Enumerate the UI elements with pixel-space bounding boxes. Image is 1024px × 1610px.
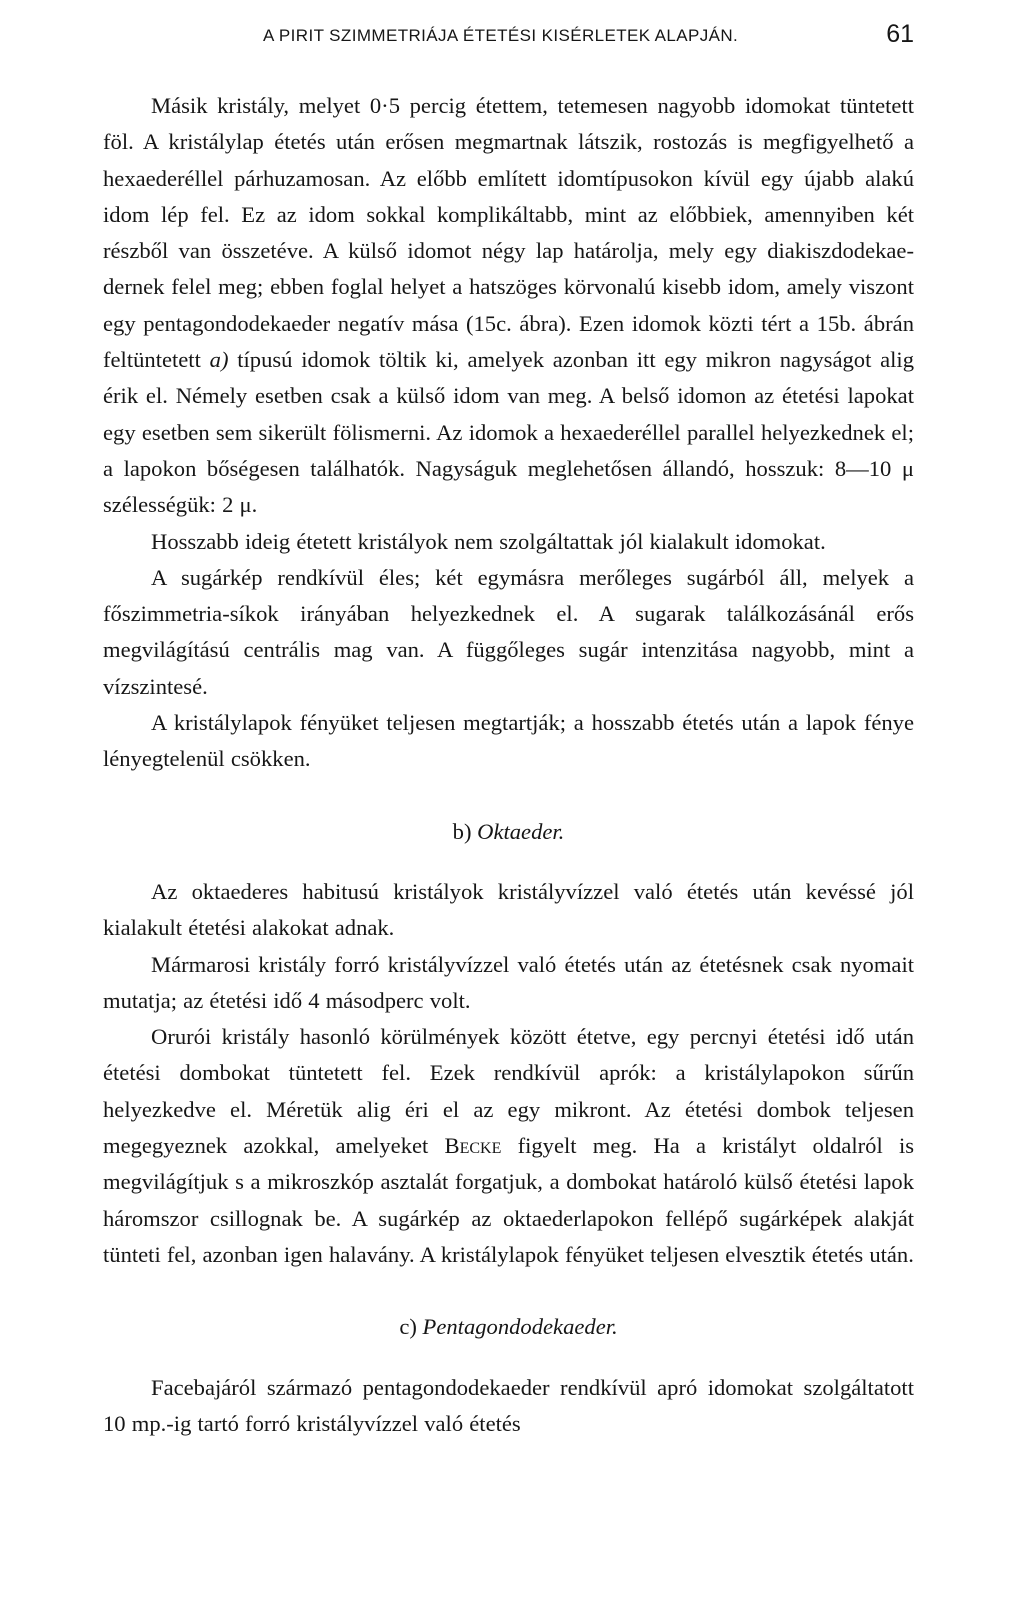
paragraph [103, 88, 914, 524]
italic-marker: a) [209, 347, 229, 373]
book-page [103, 16, 914, 1442]
section-label: c) [399, 1314, 417, 1340]
body-text [103, 88, 914, 1442]
paragraph-text: típusú idomok töltik ki, amelyek azonban itt egy mikron nagyságot alig érik el. Némely esetben csak a külső idom van meg. A belső idomon az étetési lapokat egy esetben sem sikerült fölismerni. Az idomok a hexaederéllel parallel helyezkednek el; a lapokon bőségesen találhatók. Nagyságuk meglehetősen állandó, hosszuk: 8—10 μ szélességük: 2 μ. [103, 347, 915, 518]
person-name: Becke [444, 1133, 502, 1159]
paragraph: Facebajáról származó pentagondodekaeder rendkívül apró idomokat szolgáltatott 10 mp.-ig tartó forró kristályvízzel való étetés [103, 1374, 914, 1436]
page-number: 61 [886, 20, 914, 48]
section-title: Pentagondodekaeder. [422, 1314, 618, 1340]
section-label: b) [452, 818, 472, 844]
section-title: Oktaeder. [477, 818, 565, 844]
paragraph: A sugárkép rendkívül éles; két egymásra merőleges sugárból áll, melyek a főszimmetria-síkok irányában helyezkednek el. A sugarak találkozásánál erős megvilágítású centrális mag van. A függőleges sugár intenzitása nagyobb, mint a vízszintesé. [103, 564, 914, 699]
paragraph [103, 1019, 914, 1273]
paragraph-text: Orurói kristály hasonló körülmények között étetve, egy percnyi étetési idő után étetési dombokat tüntetett fel. Ezek rendkívül aprók: a kristálylapokon sűrűn helyezkedve el. Méretük alig éri el az egy mikront. Az étetési dombok teljesen megegyeznek azokkal, amelyeket [103, 1024, 914, 1159]
section-heading-oktaeder [103, 814, 914, 850]
paragraph: Mármarosi kristály forró kristályvízzel való étetés után az étetésnek csak nyomait mutatja; az étetési idő 4 másodperc volt. [103, 951, 914, 1013]
paragraph-text: figyelt meg. Ha a kristályt oldalról is megvilágítjuk s a mikroszkóp asztalát forgatjuk, a dombokat határoló külső étetési lapok háromszor csillognak be. A sugárkép az oktaederlapokon fellépő sugárképek alakját tünteti fel, azonban igen halavány. A kristálylapok fényüket teljesen elvesztik étetés után. [103, 1133, 915, 1267]
paragraph: Az oktaederes habitusú kristályok kristályvízzel való étetés után kevéssé jól kialakult étetési alakokat adnak. [103, 878, 914, 941]
section-heading-pentagondodekaeder [103, 1309, 914, 1345]
running-head-title: A PIRIT SZIMMETRIÁJA ÉTETÉSI KISÉRLETEK ALAPJÁN. [263, 26, 739, 45]
running-head [103, 16, 914, 56]
paragraph: Hosszabb ideig étetett kristályok nem szolgáltattak jól kialakult idomokat. [151, 528, 826, 554]
paragraph: A kristálylapok fényüket teljesen megtartják; a hosszabb étetés után a lapok fénye lényegtelenül csökken. [103, 710, 914, 772]
paragraph-text: Másik kristály, melyet 0·5 percig étettem, tetemesen nagyobb idomokat tüntetett föl. A kristálylap étetés után erősen megmartnak látszik, rostozás is megfigyelhető a hexaederéllel párhuzamosan. Az előbb említett idomtípusokon kívül egy újabb alakú idom lép fel. Ez az idom sokkal komplikáltabb, mint az előbbiek, amennyiben két részből van összetéve. A külső idomot négy lap határolja, mely egy diakiszdodekaedernek felel meg; ebben foglal helyet a hatszöges körvonalú kisebb idom, amely viszont egy pentagondodekaeder negatív mása (15c. ábra). Ezen idomok közti tért a 15b. ábrán feltüntetett [103, 93, 914, 373]
